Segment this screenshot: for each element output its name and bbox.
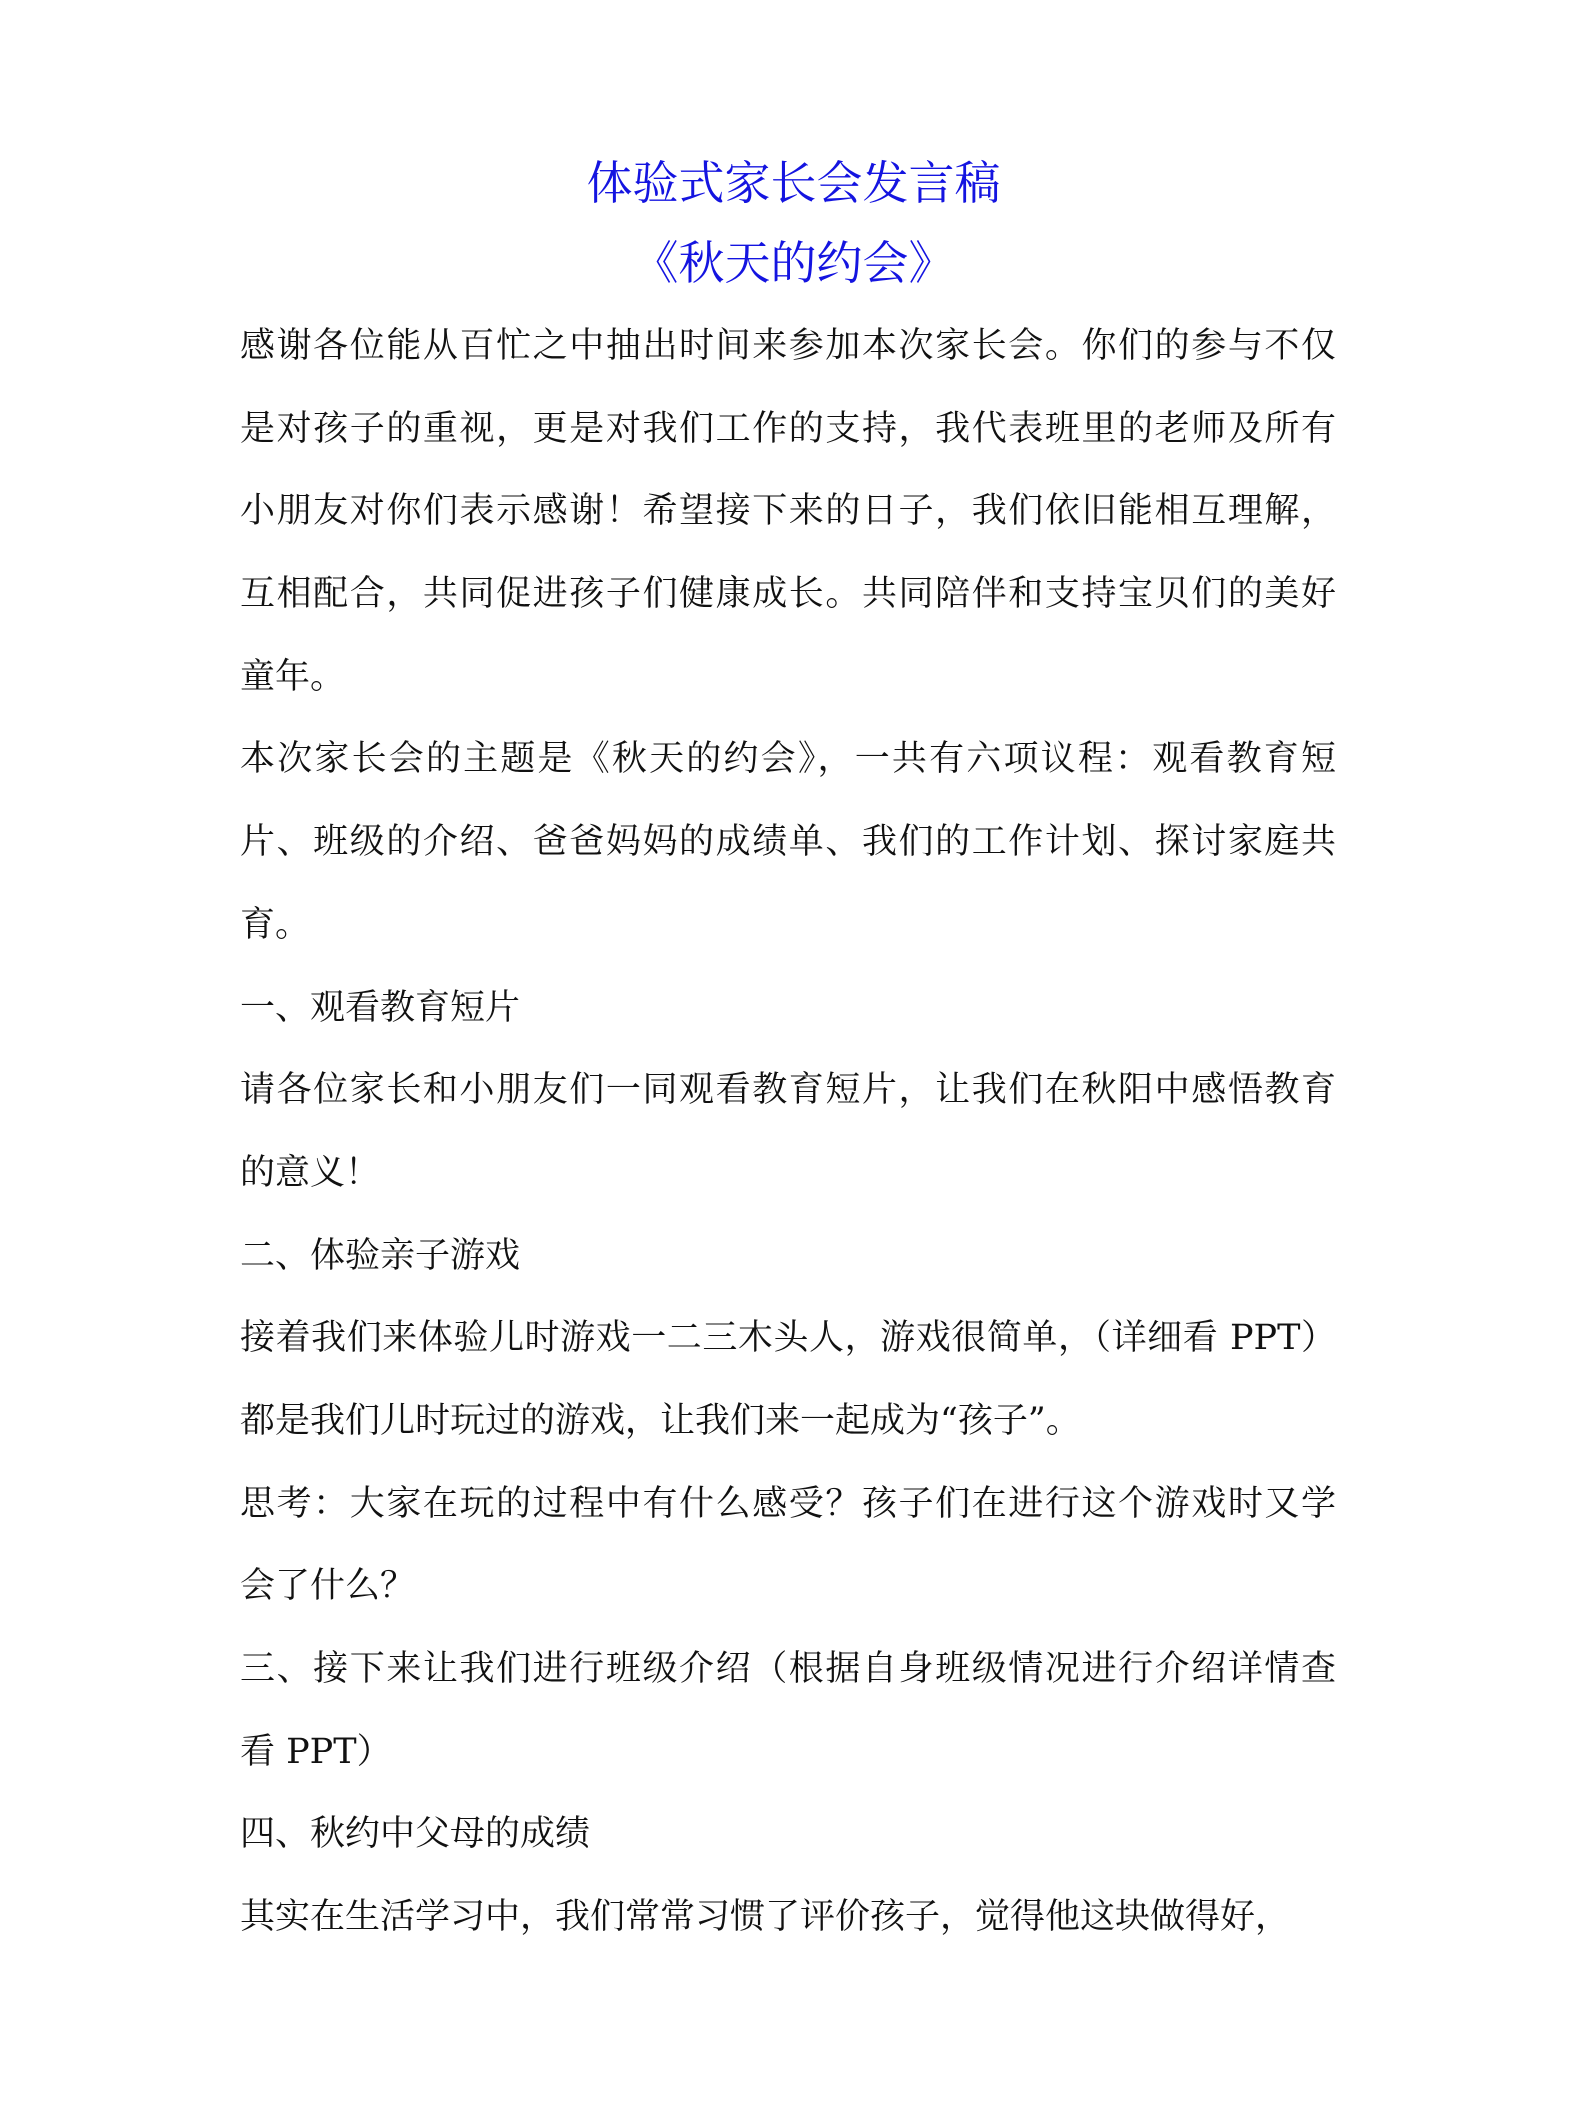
text-line: 二、体验亲子游戏 — [240, 1235, 521, 1276]
document-title: 体验式家长会发言稿 — [586, 156, 1001, 210]
text-line: 片、班级的介绍、爸爸妈妈的成绩单、我们的工作计划、探讨家庭共 — [240, 822, 1336, 863]
paragraph — [240, 1049, 1336, 1214]
text-line: 是对孩子的重视，更是对我们工作的支持，我代表班里的老师及所有 — [240, 408, 1336, 449]
text-line: 接着我们来体验儿时游戏一二三木头人，游戏很简单，（详细看 PPT） — [240, 1318, 1336, 1359]
text-line: 都是我们儿时玩过的游戏，让我们来一起成为“孩子”。 — [240, 1400, 1081, 1441]
paragraph — [240, 1463, 1336, 1628]
paragraph — [240, 718, 1336, 966]
text-line: 其实在生活学习中，我们常常习惯了评价孩子，觉得他这块做得好， — [240, 1897, 1291, 1938]
text-line: 三、接下来让我们进行班级介绍（根据自身班级情况进行介绍详情查 — [240, 1649, 1336, 1689]
text-line: 看 PPT） — [240, 1731, 392, 1772]
paragraph — [240, 1876, 1336, 1959]
paragraph — [240, 1215, 1336, 1298]
text-line: 一、观看教育短片 — [240, 987, 521, 1028]
text-line: 小朋友对你们表示感谢！希望接下来的日子，我们依旧能相互理解， — [240, 491, 1336, 532]
text-line: 本次家长会的主题是《秋天的约会》，一共有六项议程：观看教育短 — [240, 739, 1336, 780]
text-line: 思考：大家在玩的过程中有什么感受？孩子们在进行这个游戏时又学 — [240, 1483, 1336, 1524]
paragraph — [240, 1793, 1336, 1876]
paragraph — [240, 1297, 1336, 1462]
document-body — [240, 305, 1336, 1959]
text-line: 的意义！ — [240, 1152, 381, 1193]
paragraph — [240, 1628, 1336, 1793]
text-line: 感谢各位能从百忙之中抽出时间来参加本次家长会。你们的参与不仅 — [240, 326, 1336, 366]
text-line: 童年。 — [240, 656, 346, 697]
document-subtitle: 《秋天的约会》 — [632, 236, 955, 290]
paragraph — [240, 305, 1336, 718]
text-line: 请各位家长和小朋友们一同观看教育短片，让我们在秋阳中感悟教育 — [240, 1070, 1336, 1111]
text-line: 育。 — [240, 904, 311, 945]
text-line: 互相配合，共同促进孩子们健康成长。共同陪伴和支持宝贝们的美好 — [240, 574, 1336, 615]
paragraph — [240, 967, 1336, 1050]
text-line: 会了什么？ — [240, 1566, 416, 1607]
text-line: 四、秋约中父母的成绩 — [240, 1814, 591, 1855]
